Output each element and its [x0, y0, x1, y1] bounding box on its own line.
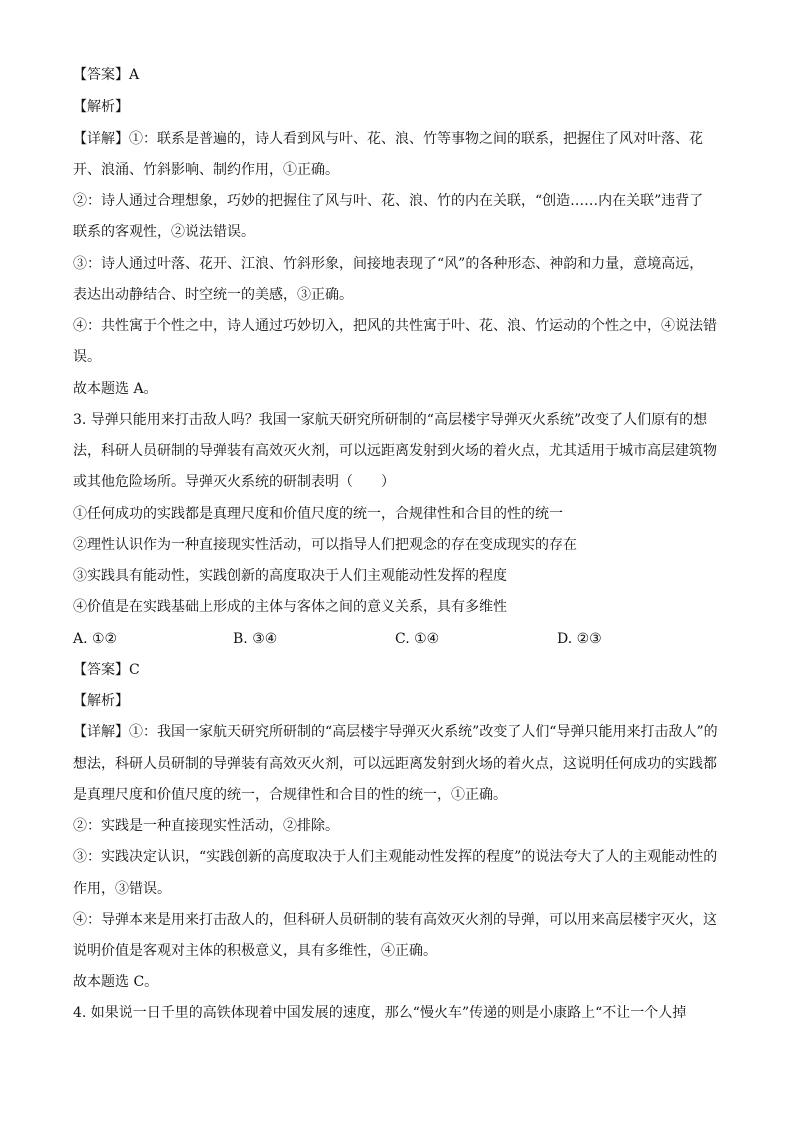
explanation-line: 联系的客观性，②说法错误。 — [73, 224, 255, 240]
explanation-line: ④：导弹本来是用来打击敌人的，但科研人员研制的装有高效灭火剂的导弹，可以用来高层楼宇灭火，这 — [73, 912, 717, 928]
analysis-label: 【解析】 — [73, 99, 129, 115]
explanation-line: 表达出动静结合、时空统一的美感，③正确。 — [73, 287, 353, 303]
explanation-line: 是真理尺度和价值尺度的统一，合规律性和合目的性的统一，①正确。 — [73, 787, 507, 803]
explanation-line: ②：实践是一种直接现实性活动，②排除。 — [73, 818, 339, 834]
statement-item: ③实践具有能动性，实践创新的高度取决于人们主观能动性发挥的程度 — [73, 568, 507, 584]
conclusion-line: 故本题选 A。 — [73, 381, 158, 397]
explanation-line: ②：诗人通过合理想象，巧妙的把握住了风与叶、花、浪、竹的内在关联，“创造……内在关联”违背了 — [73, 193, 704, 209]
question-stem-line: 或其他危险场所。导弹灭火系统的研制表明（ ） — [73, 474, 395, 490]
option-d: D. ②③ — [557, 631, 602, 647]
option-c: C. ①④ — [395, 631, 440, 647]
statement-item: ①任何成功的实践都是真理尺度和价值尺度的统一，合规律性和合目的性的统一 — [73, 506, 563, 522]
explanation-line: 【详解】①：我国一家航天研究所研制的“高层楼宇导弹灭火系统”改变了人们“导弹只能用来打击敌人”的 — [73, 724, 718, 740]
question-stem-line: 4. 如果说一日千里的高铁体现着中国发展的速度，那么“慢火车”传递的则是小康路上“不让一个人掉 — [73, 1005, 687, 1021]
statement-item: ④价值是在实践基础上形成的主体与客体之间的意义关系，具有多维性 — [73, 599, 507, 615]
answer-label: 【答案】A — [73, 67, 140, 83]
option-a: A. ①② — [73, 631, 118, 647]
explanation-line: ③：诗人通过叶落、花开、江浪、竹斜形象，间接地表现了“风”的各种形态、神韵和力量，意境高远， — [73, 256, 704, 272]
explanation-line: 开、浪涌、竹斜影响、制约作用，①正确。 — [73, 162, 339, 178]
option-b: B. ③④ — [233, 631, 278, 647]
question-stem-line: 3. 导弹只能用来打击敌人吗？我国一家航天研究所研制的“高层楼宇导弹灭火系统”改变了人们原有的想 — [73, 412, 708, 428]
explanation-line: ④：共性寓于个性之中，诗人通过巧妙切入，把风的共性寓于叶、花、浪、竹运动的个性之中，④说法错 — [73, 318, 717, 334]
explanation-line: 【详解】①：联系是普遍的，诗人看到风与叶、花、浪、竹等事物之间的联系，把握住了风对叶落、花 — [73, 131, 703, 147]
explanation-line: 说明价值是客观对主体的积极意义，具有多维性，④正确。 — [73, 943, 437, 959]
analysis-label: 【解析】 — [73, 693, 129, 709]
explanation-line: 作用，③错误。 — [73, 881, 171, 897]
explanation-line: 想法，科研人员研制的导弹装有高效灭火剂，可以远距离发射到火场的着火点，这说明任何成功的实践都 — [73, 756, 717, 772]
explanation-line: 误。 — [73, 349, 101, 365]
answer-label: 【答案】C — [73, 662, 140, 678]
question-stem-line: 法，科研人员研制的导弹装有高效灭火剂，可以远距离发射到火场的着火点，尤其适用于城市高层建筑物 — [73, 443, 717, 459]
explanation-line: ③：实践决定认识，“实践创新的高度取决于人们主观能动性发挥的程度”的说法夸大了人的主观能动性的 — [73, 849, 718, 865]
statement-item: ②理性认识作为一种直接现实性活动，可以指导人们把观念的存在变成现实的存在 — [73, 537, 577, 553]
conclusion-line: 故本题选 C。 — [73, 974, 159, 990]
